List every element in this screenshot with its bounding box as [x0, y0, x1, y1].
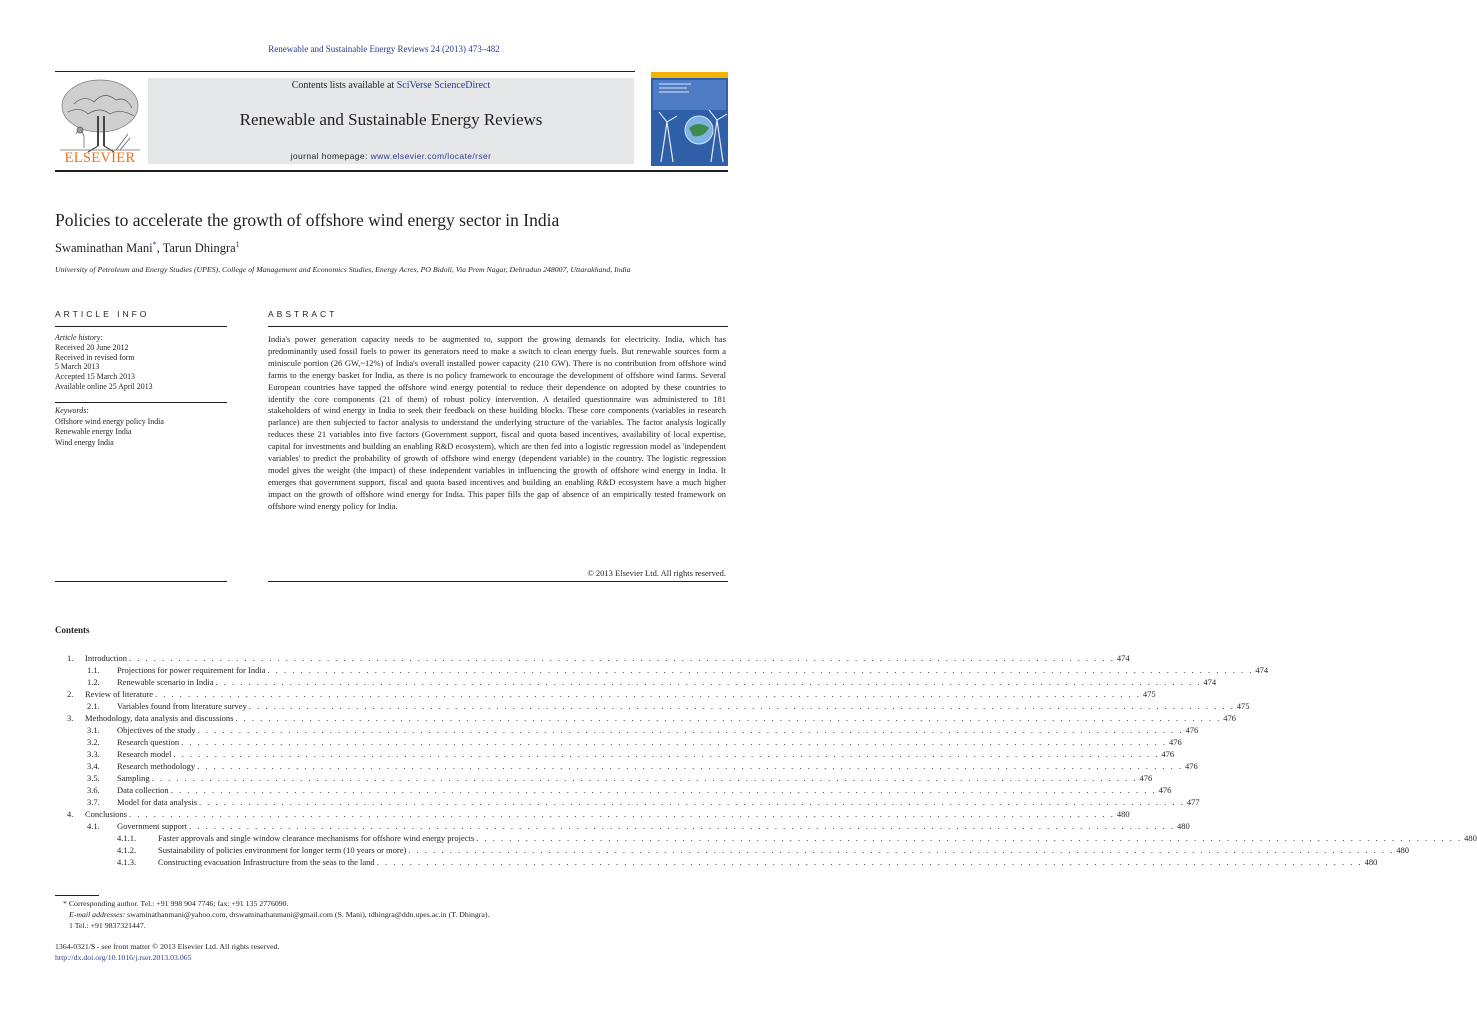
toc-leader-dots: . . . . . . . . . . . . . . . . . . . . . . . . . . . . . . . . . . . . . . . . . . . . . . . . . . . . . . . . . . . . . . . . . . . . . . . . . . . . . . . . . . . . . . . . . . . . . . . . . . . . . . . . . . . . . . . . . . . . . . . . [476, 833, 1463, 843]
toc-entry[interactable] [55, 772, 1153, 784]
toc-entry[interactable] [55, 724, 1199, 736]
toc-title[interactable]: Sustainability of policies environment for longer term (10 years or more) [158, 845, 407, 855]
telephone-note: 1 Tel.: +91 9837321447. [69, 921, 146, 930]
copyright-notice: © 2013 Elsevier Ltd. All rights reserved. [587, 568, 726, 578]
toc-title[interactable]: Model for data analysis [117, 797, 198, 807]
toc-number: 4. [67, 809, 74, 819]
toc-page-number[interactable]: 476 [1161, 749, 1175, 759]
header-rule-top [55, 71, 635, 72]
toc-number: 3.4. [87, 761, 100, 771]
toc-number: 3.1. [87, 725, 100, 735]
toc-leader-dots: . . . . . . . . . . . . . . . . . . . . . . . . . . . . . . . . . . . . . . . . . . . . . . . . . . . . . . . . . . . . . . . . . . . . . . . . . . . . . . . . . . . . . . . . . . . . . . . . . . . . . . . . . . . . . . . . . . . . . . . . [129, 653, 1115, 663]
email-addresses[interactable]: swaminathanmani@yahoo.com, drswaminathanmani@gmail.com (S. Mani), tdhingra@ddn.upes.ac.in (T. Dhingra). [125, 910, 490, 919]
toc-number: 4.1.3. [117, 857, 137, 867]
toc-number: 1.1. [87, 665, 100, 675]
doi-link[interactable]: http://dx.doi.org/10.1016/j.rser.2013.03.065 [55, 953, 192, 962]
divider [268, 326, 728, 327]
journal-homepage-line: journal homepage: www.elsevier.com/locate/rser [290, 151, 492, 161]
keyword: Wind energy India [55, 437, 114, 447]
toc-entry[interactable] [55, 664, 1269, 676]
toc-leader-dots: . . . . . . . . . . . . . . . . . . . . . . . . . . . . . . . . . . . . . . . . . . . . . . . . . . . . . . . . . . . . . . . . . . . . . . . . . . . . . . . . . . . . . . . . . . . . . . . . . . . . . . . . . . . . . . . . . . . . . . . . [248, 701, 1235, 711]
author-name[interactable]: Tarun Dhingra [162, 241, 236, 256]
header-rule-bottom [55, 170, 728, 172]
toc-page-number[interactable]: 477 [1186, 797, 1200, 807]
divider [55, 326, 227, 327]
toc-title[interactable]: Government support [117, 821, 188, 831]
article-history [55, 333, 153, 392]
divider [55, 581, 227, 582]
journal-homepage-link[interactable]: www.elsevier.com/locate/rser [370, 151, 492, 161]
toc-page-number[interactable]: 480 [1464, 833, 1477, 843]
toc-page-number[interactable]: 474 [1255, 665, 1269, 675]
journal-citation-link[interactable]: Renewable and Sustainable Energy Reviews 24 (2013) 473–482 [268, 44, 500, 54]
toc-number: 4.1.2. [117, 845, 137, 855]
toc-entry[interactable] [55, 748, 1175, 760]
toc-page-number[interactable]: 476 [1168, 737, 1182, 747]
history-item: 5 March 2013 [55, 362, 100, 372]
toc-number: 4.1. [87, 821, 100, 831]
email-label: E-mail addresses: [69, 910, 126, 919]
keywords-label: Keywords: [55, 406, 89, 415]
toc-entry[interactable] [55, 796, 1200, 808]
toc-page-number[interactable]: 475 [1142, 689, 1156, 699]
toc-number: 3.6. [87, 785, 100, 795]
toc-leader-dots: . . . . . . . . . . . . . . . . . . . . . . . . . . . . . . . . . . . . . . . . . . . . . . . . . . . . . . . . . . . . . . . . . . . . . . . . . . . . . . . . . . . . . . . . . . . . . . . . . . . . . . . . . . . . . . . . . . . . . . . . [129, 809, 1115, 819]
toc-title[interactable]: Variables found from literature survey [117, 701, 247, 711]
toc-title[interactable]: Methodology, data analysis and discussions [85, 713, 234, 723]
divider [55, 402, 227, 403]
toc-leader-dots: . . . . . . . . . . . . . . . . . . . . . . . . . . . . . . . . . . . . . . . . . . . . . . . . . . . . . . . . . . . . . . . . . . . . . . . . . . . . . . . . . . . . . . . . . . . . . . . . . . . . . . . . . . . . . . . . . . . . . . . . [154, 689, 1141, 699]
keyword: Renewable energy India [55, 427, 132, 436]
journal-title: Renewable and Sustainable Energy Reviews [239, 110, 543, 129]
abstract-text: India's power generation capacity needs to be augmented to, support the growing demands for electricity. India, which has predominantly used fossil fuels to power its generators need to make a switch to clean energy fuels. But renewable sources form a miniscule portion (26 GW,~12%) of India's overall installed power capacity (210 GW). There is no contribution from offshore wind farms to the energy basket for India, as there is no policy framework to encourage the development of offshore wind farms. Several European countries have tapped the offshore wind energy potential to reduce their dependence on adopted by these countries to identify the core components (21 of them) of robust policy intervention. A detailed questionnaire was administered to 181 stakeholders of wind energy in India to seek their feedback on these building blocks. These core components (variables in research parlance) are then subjected to factor analysis to understand the underlying structure of the variables. The factor analysis logically reduces these 21 variables into five factors (Government support, fiscal and quota based incentives, availability of local expertise, capital for investments and building an enabling R&D ecosystem), which are then fed into a logistic regression model as 'independent variables' to predict the probability of growth of offshore wind energy (dependent variable) in the country. The logistic regression model gives the weight (the impact) of these independent variables in influencing the growth of offshore wind energy in India. It emerges that government support, fiscal and quota based incentives and building an enabling R&D ecosystem have a much higher impact on the growth of offshore wind energy for India. This paper fills the gap of absence of an empirically tested framework on offshore wind energy policy for India. [268, 334, 726, 511]
toc-page-number[interactable]: 475 [1236, 701, 1250, 711]
toc-leader-dots: . . . . . . . . . . . . . . . . . . . . . . . . . . . . . . . . . . . . . . . . . . . . . . . . . . . . . . . . . . . . . . . . . . . . . . . . . . . . . . . . . . . . . . . . . . . . . . . . . . . . . . . . . . . . . . . . . . . . . . . . [197, 725, 1184, 735]
toc-title[interactable]: Research model [117, 749, 172, 759]
toc-title[interactable]: Introduction [85, 653, 128, 663]
toc-title[interactable]: Research methodology [117, 761, 196, 771]
toc-entry[interactable] [55, 676, 1217, 688]
toc-title[interactable]: Faster approvals and single window clearance mechanisms for offshore wind energy projects [158, 833, 475, 843]
corresponding-author-mark[interactable]: * [152, 240, 157, 249]
toc-number: 1.2. [87, 677, 100, 687]
toc-page-number[interactable]: 480 [1396, 845, 1409, 855]
toc-title[interactable]: Review of literature [85, 689, 153, 699]
toc-page-number[interactable]: 476 [1185, 725, 1199, 735]
toc-title[interactable]: Conclusions [85, 809, 128, 819]
journal-cover-thumbnail [651, 72, 728, 166]
toc-number: 1. [67, 653, 74, 663]
toc-page-number[interactable]: 480 [1116, 809, 1130, 819]
toc-number: 4.1.1. [117, 833, 137, 843]
toc-leader-dots: . . . . . . . . . . . . . . . . . . . . . . . . . . . . . . . . . . . . . . . . . . . . . . . . . . . . . . . . . . . . . . . . . . . . . . . . . . . . . . . . . . . . . . . . . . . . . . . . . . . . . . . . . . . . . . . . . . . . . . . . [235, 713, 1222, 723]
toc-number: 2. [67, 689, 74, 699]
toc-entry[interactable] [55, 820, 1190, 832]
toc-entry[interactable] [55, 844, 1409, 856]
toc-entry[interactable] [55, 856, 1378, 868]
article-title: Policies to accelerate the growth of offshore wind energy sector in India [55, 210, 560, 230]
toc-page-number[interactable]: 476 [1185, 761, 1198, 771]
toc-leader-dots: . . . . . . . . . . . . . . . . . . . . . . . . . . . . . . . . . . . . . . . . . . . . . . . . . . . . . . . . . . . . . . . . . . . . . . . . . . . . . . . . . . . . . . . . . . . . . . . . . . . . . . . . . . . . . . . . . . . . . . . . [376, 857, 1363, 867]
toc-leader-dots: . . . . . . . . . . . . . . . . . . . . . . . . . . . . . . . . . . . . . . . . . . . . . . . . . . . . . . . . . . . . . . . . . . . . . . . . . . . . . . . . . . . . . . . . . . . . . . . . . . . . . . . . . . . . . . . . . . . . . . . . [173, 749, 1160, 759]
toc-entry[interactable] [55, 736, 1182, 748]
toc-leader-dots: . . . . . . . . . . . . . . . . . . . . . . . . . . . . . . . . . . . . . . . . . . . . . . . . . . . . . . . . . . . . . . . . . . . . . . . . . . . . . . . . . . . . . . . . . . . . . . . . . . . . . . . . . . . . . . . . . . . . . . . . [197, 761, 1184, 771]
elsevier-wordmark: ELSEVIER [64, 150, 136, 166]
footnote-rule [55, 895, 99, 896]
history-item: Received 20 June 2012 [55, 342, 129, 352]
toc-entry[interactable] [55, 784, 1172, 796]
footnotes [55, 898, 735, 931]
toc-title[interactable]: Renewable scenario in India [117, 677, 214, 687]
toc-entry[interactable] [55, 808, 1130, 820]
toc-page-number[interactable]: 480 [1364, 857, 1378, 867]
toc-page-number[interactable]: 480 [1177, 821, 1190, 831]
toc-leader-dots: . . . . . . . . . . . . . . . . . . . . . . . . . . . . . . . . . . . . . . . . . . . . . . . . . . . . . . . . . . . . . . . . . . . . . . . . . . . . . . . . . . . . . . . . . . . . . . . . . . . . . . . . . . . . . . . . . . . . . . . . [408, 845, 1395, 855]
toc-entry[interactable] [55, 832, 1477, 844]
toc-title[interactable]: Constructing evacuation Infrastructure from the seas to the land [158, 857, 375, 867]
history-item: Available online 25 April 2013 [55, 381, 153, 391]
toc-leader-dots: . . . . . . . . . . . . . . . . . . . . . . . . . . . . . . . . . . . . . . . . . . . . . . . . . . . . . . . . . . . . . . . . . . . . . . . . . . . . . . . . . . . . . . . . . . . . . . . . . . . . . . . . . . . . . . . . . . . . . . . . [215, 677, 1202, 687]
toc-title[interactable]: Objectives of the study [117, 725, 196, 735]
toc-number: 3.3. [87, 749, 100, 759]
toc-entry[interactable] [55, 688, 1156, 700]
author-list: Swaminathan Mani*, Tarun Dhingra$^1$ [55, 240, 240, 256]
author-affiliation: University of Petroleum and Energy Studies (UPES), College of Management and Economics Studies, Energy Acres, PO Bidoli, Via Prem Nagar, Dehradun 248007, Uttarakhand, India [55, 265, 631, 274]
toc-entry[interactable] [55, 700, 1250, 712]
contents-available-line: Contents lists available at SciVerse ScienceDirect [291, 80, 491, 91]
table-of-contents [55, 652, 1477, 868]
keyword: Offshore wind energy policy India [55, 416, 164, 426]
history-item: Received in revised form [55, 352, 135, 362]
toc-page-number[interactable]: 476 [1158, 785, 1172, 795]
history-label: Article history: [55, 333, 103, 342]
toc-leader-dots: . . . . . . . . . . . . . . . . . . . . . . . . . . . . . . . . . . . . . . . . . . . . . . . . . . . . . . . . . . . . . . . . . . . . . . . . . . . . . . . . . . . . . . . . . . . . . . . . . . . . . . . . . . . . . . . . . . . . . . . . [170, 785, 1157, 795]
toc-title[interactable]: Research question [117, 737, 180, 747]
toc-page-number[interactable]: 474 [1116, 653, 1130, 663]
toc-page-number[interactable]: 476 [1139, 773, 1153, 783]
toc-entry[interactable] [55, 712, 1237, 724]
toc-number: 3. [67, 713, 74, 723]
contents-heading: Contents [55, 625, 90, 635]
toc-number: 3.2. [87, 737, 100, 747]
toc-entry[interactable] [55, 652, 1130, 664]
history-item: Accepted 15 March 2013 [55, 372, 135, 382]
toc-title[interactable]: Sampling [117, 773, 150, 783]
keywords [55, 406, 164, 448]
toc-leader-dots: . . . . . . . . . . . . . . . . . . . . . . . . . . . . . . . . . . . . . . . . . . . . . . . . . . . . . . . . . . . . . . . . . . . . . . . . . . . . . . . . . . . . . . . . . . . . . . . . . . . . . . . . . . . . . . . . . . . . . . . . [267, 665, 1254, 675]
toc-title[interactable]: Data collection [117, 785, 169, 795]
abstract-heading: ABSTRACT [268, 309, 338, 319]
toc-title[interactable]: Projections for power requirement for India [117, 665, 266, 675]
toc-number: 3.7. [87, 797, 100, 807]
front-matter [55, 941, 279, 963]
toc-leader-dots: . . . . . . . . . . . . . . . . . . . . . . . . . . . . . . . . . . . . . . . . . . . . . . . . . . . . . . . . . . . . . . . . . . . . . . . . . . . . . . . . . . . . . . . . . . . . . . . . . . . . . . . . . . . . . . . . . . . . . . . . [151, 773, 1138, 783]
divider [268, 581, 728, 582]
corresponding-author-note: * Corresponding author. Tel.: +91 998 904 7746; fax: +91 135 2776090. [63, 899, 289, 908]
toc-page-number[interactable]: 476 [1223, 713, 1237, 723]
toc-leader-dots: . . . . . . . . . . . . . . . . . . . . . . . . . . . . . . . . . . . . . . . . . . . . . . . . . . . . . . . . . . . . . . . . . . . . . . . . . . . . . . . . . . . . . . . . . . . . . . . . . . . . . . . . . . . . . . . . . . . . . . . . [189, 821, 1175, 831]
toc-entry[interactable] [55, 760, 1198, 772]
toc-number: 2.1. [87, 701, 100, 711]
author-name[interactable]: Swaminathan Mani [55, 241, 153, 256]
sciencedirect-link[interactable]: SciVerse ScienceDirect [396, 80, 491, 91]
email-note [55, 909, 735, 920]
toc-page-number[interactable]: 474 [1203, 677, 1217, 687]
toc-leader-dots: . . . . . . . . . . . . . . . . . . . . . . . . . . . . . . . . . . . . . . . . . . . . . . . . . . . . . . . . . . . . . . . . . . . . . . . . . . . . . . . . . . . . . . . . . . . . . . . . . . . . . . . . . . . . . . . . . . . . . . . . [199, 797, 1185, 807]
issn-line: 1364-0321/$ - see front matter © 2013 Elsevier Ltd. All rights reserved. [55, 942, 280, 951]
footnote-mark[interactable]: 1 [235, 240, 240, 249]
toc-leader-dots: . . . . . . . . . . . . . . . . . . . . . . . . . . . . . . . . . . . . . . . . . . . . . . . . . . . . . . . . . . . . . . . . . . . . . . . . . . . . . . . . . . . . . . . . . . . . . . . . . . . . . . . . . . . . . . . . . . . . . . . . [181, 737, 1167, 747]
article-info-heading: ARTICLE INFO [55, 309, 150, 319]
toc-number: 3.5. [87, 773, 100, 783]
